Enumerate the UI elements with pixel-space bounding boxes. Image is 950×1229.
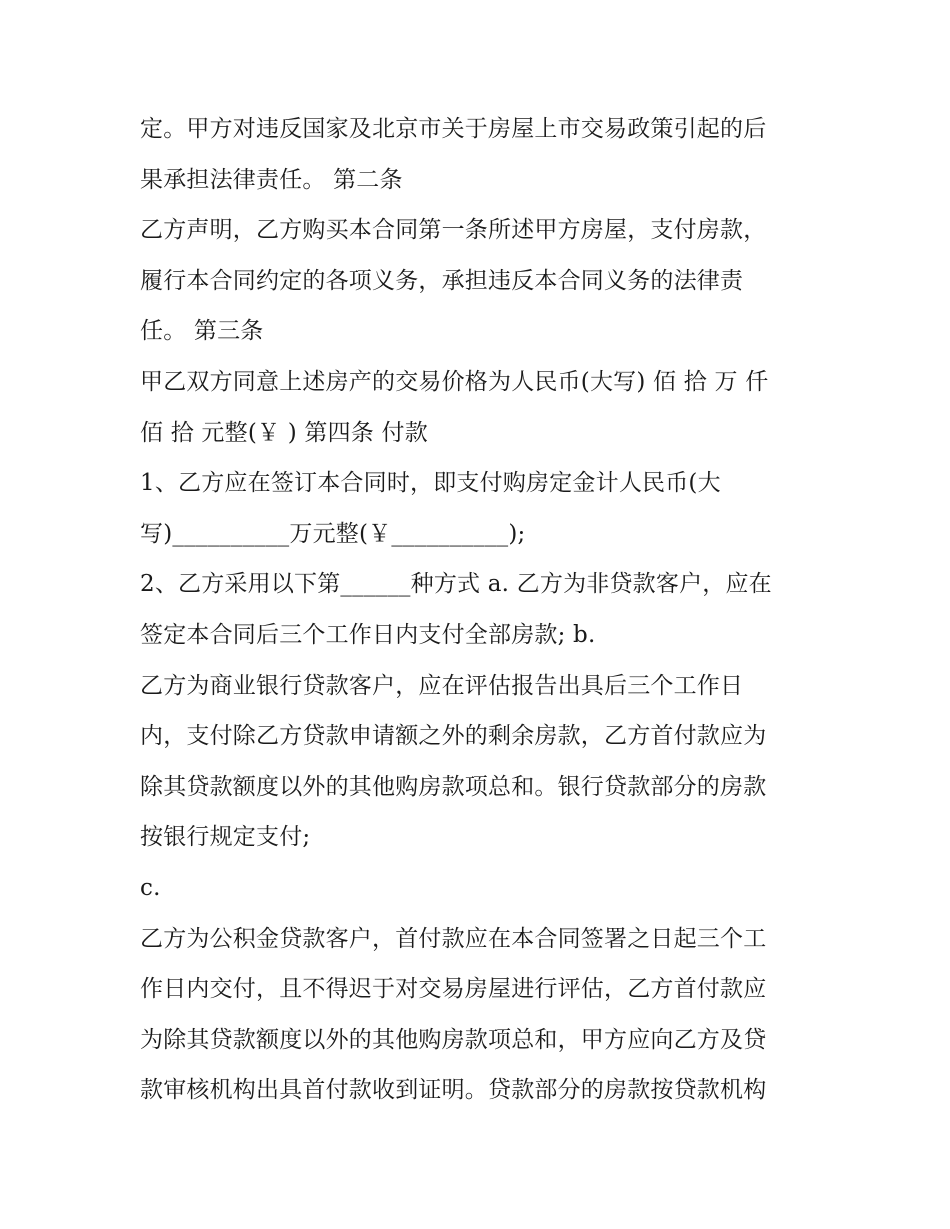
contract-text bbox=[140, 104, 820, 1116]
text-line: 乙方为商业银行贷款客户，应在评估报告出具后三个工作日 bbox=[140, 672, 744, 699]
text-line: 除其贷款额度以外的其他购房款项总和。银行贷款部分的房款 bbox=[140, 773, 767, 800]
text-line: 佰 拾 元整(￥ ) 第四条 付款 bbox=[140, 419, 428, 446]
text-line: 作日内交付，且不得迟于对交易房屋进行评估，乙方首付款应 bbox=[140, 976, 767, 1003]
text-line: 履行本合同约定的各项义务，承担违反本合同义务的法律责 bbox=[140, 267, 744, 294]
text-line: 款审核机构出具首付款收到证明。贷款部分的房款按贷款机构 bbox=[140, 1077, 767, 1104]
text-line: c. bbox=[140, 874, 161, 901]
text-line: 果承担法律责任。 第二条 bbox=[140, 166, 403, 193]
text-line: 按银行规定支付; bbox=[140, 824, 311, 851]
text-line: 甲乙双方同意上述房产的交易价格为人民币(大写) 佰 拾 万 仟 bbox=[140, 368, 769, 395]
text-line: 任。 第三条 bbox=[140, 318, 264, 345]
text-line: 定。甲方对违反国家及北京市关于房屋上市交易政策引起的后 bbox=[140, 116, 767, 142]
text-line: 乙方声明，乙方购买本合同第一条所述甲方房屋，支付房款， bbox=[140, 217, 767, 244]
text-line: 乙方为公积金贷款客户，首付款应在本合同签署之日起三个工 bbox=[140, 925, 767, 952]
text-line: 1、乙方应在签订本合同时，即支付购房定金计人民币(大 bbox=[140, 470, 721, 497]
text-line: 为除其贷款额度以外的其他购房款项总和，甲方应向乙方及贷 bbox=[140, 1026, 767, 1053]
text-line: 签定本合同后三个工作日内支付全部房款; b. bbox=[140, 621, 596, 648]
text-line: 2、乙方采用以下第______种方式 a. 乙方为非贷款客户，应在 bbox=[140, 571, 772, 598]
text-line: 内，支付除乙方贷款申请额之外的剩余房款，乙方首付款应为 bbox=[140, 723, 767, 750]
text-line: 写)__________万元整(￥__________); bbox=[140, 520, 526, 547]
